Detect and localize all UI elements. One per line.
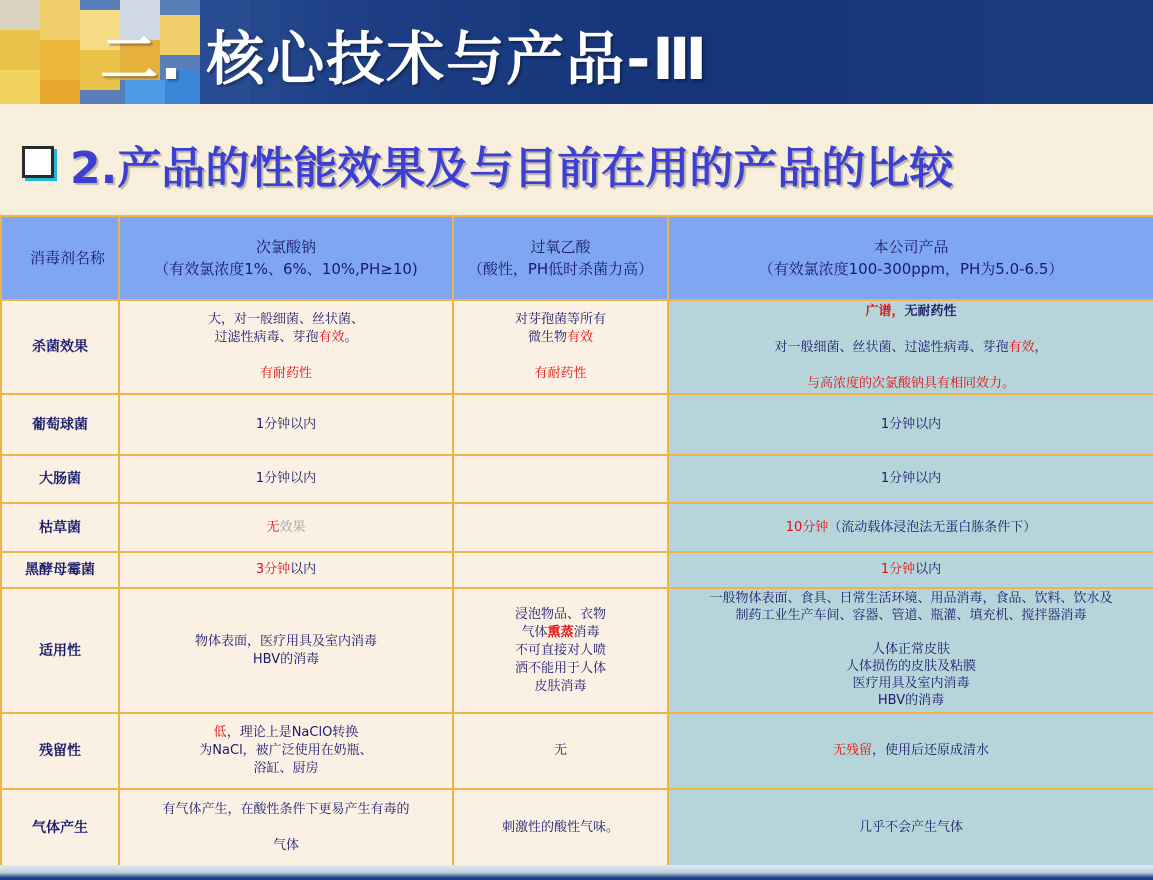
cell-text-part: ，理论上是NaClO转换 <box>226 725 359 740</box>
cell-col3: 1分钟以内 <box>668 394 1153 455</box>
cell-col3 <box>668 503 1153 552</box>
cell-text-highlight: 无 <box>266 519 280 535</box>
cell-text: 一般物体表面、食具、日常生活环境、用品消毒，食品、饮料、饮水及 <box>709 591 1113 606</box>
header-sodium-hypochlorite <box>119 216 453 300</box>
cell-text <box>675 339 1147 357</box>
cell-text <box>126 724 446 742</box>
cell-text-highlight: 与高浓度的次氯酸钠具有相同效力。 <box>806 376 1015 391</box>
table-row <box>1 552 1153 588</box>
table-row <box>1 300 1153 394</box>
spacer <box>460 347 661 365</box>
cell-text <box>126 329 446 347</box>
table-row <box>1 789 1153 867</box>
cell-text-part: 以内 <box>290 562 317 577</box>
table-row <box>1 503 1153 552</box>
cell-text-highlight: 有效 <box>567 330 594 345</box>
cell-text-highlight: 广谱， <box>865 304 905 319</box>
row-label: 黑酵母霉菌 <box>1 552 119 588</box>
cell-text-part: 以内 <box>915 562 942 577</box>
cell-text-part: 消毒 <box>573 624 600 640</box>
table-row <box>1 394 1153 455</box>
cell-col3 <box>668 588 1153 713</box>
cell-text: 气体 <box>272 838 299 853</box>
page-title: 二. 核心技术与产品-Ⅲ <box>100 25 710 93</box>
cell-col1 <box>119 789 453 867</box>
row-label: 残留性 <box>1 713 119 789</box>
cell-text: 物体表面，医疗用具及室内消毒 <box>194 633 377 649</box>
cell-text-part: 微生物 <box>527 330 567 345</box>
header-col3-sub: （有效氯浓度100-300ppm，PH为5.0-6.5） <box>758 260 1064 278</box>
subtitle-row <box>0 104 1153 214</box>
cell-text <box>460 329 661 347</box>
table-row <box>1 713 1153 789</box>
row-label: 葡萄球菌 <box>1 394 119 455</box>
header-col3-title: 本公司产品 <box>873 238 949 256</box>
cell-col1 <box>119 300 453 394</box>
cell-text-highlight: 熏蒸 <box>547 624 574 640</box>
cell-text-part: 过滤性病毒、芽孢 <box>214 330 319 345</box>
cell-text: 大，对一般细菌、丝状菌、 <box>207 312 364 327</box>
cell-col2: 刺激性的酸性气味。 <box>453 789 668 867</box>
cell-text: HBV的消毒 <box>877 693 945 708</box>
cell-col3 <box>668 713 1153 789</box>
row-label: 适用性 <box>1 588 119 713</box>
cell-col2 <box>453 394 668 455</box>
header-col2-title: 过氧乙酸 <box>530 238 591 256</box>
cell-col2 <box>453 503 668 552</box>
cell-col2: 无 <box>453 713 668 789</box>
cell-text: 医疗用具及室内消毒 <box>852 676 970 691</box>
cell-col3: 1分钟以内 <box>668 455 1153 503</box>
header-col1-sub: （有效氯浓度1%、6%、10%,PH≥10) <box>154 260 418 278</box>
cell-text: 洒不能用于人体 <box>514 660 606 676</box>
spacer <box>126 819 446 837</box>
cell-text: 为NaCl，被广泛使用在奶瓶、 <box>199 743 373 758</box>
cell-text-part: 无耐药性 <box>904 304 957 319</box>
spacer <box>126 347 446 365</box>
cell-text-part: 。 <box>344 330 358 345</box>
title-banner <box>0 0 1153 104</box>
cell-text-highlight: 有效 <box>1008 340 1035 355</box>
comparison-table-wrapper <box>0 215 1153 865</box>
cell-text: 皮肤消毒 <box>534 678 587 694</box>
row-label: 杀菌效果 <box>1 300 119 394</box>
cell-text-part: ， <box>1034 340 1048 355</box>
cell-text-part: ，使用后还原成清水 <box>872 743 990 758</box>
spacer <box>675 321 1147 339</box>
row-label: 枯草菌 <box>1 503 119 552</box>
cell-text-part: 效果 <box>279 519 306 535</box>
cell-text-highlight: 3分钟 <box>255 562 291 577</box>
table-row <box>1 588 1153 713</box>
cell-text-highlight: 1分钟 <box>880 562 916 577</box>
cell-col3 <box>668 300 1153 394</box>
header-peracetic-acid <box>453 216 668 300</box>
cell-text <box>460 624 661 642</box>
header-col1-title: 次氯酸钠 <box>255 238 316 256</box>
cell-text-highlight: 10分钟 <box>785 519 829 535</box>
cell-text-highlight: 有耐药性 <box>534 366 587 381</box>
cell-text: 浴缸、厨房 <box>253 761 319 776</box>
row-label: 气体产生 <box>1 789 119 867</box>
cell-col1 <box>119 588 453 713</box>
bottom-bar <box>0 865 1153 880</box>
cell-col3: 几乎不会产生气体 <box>668 789 1153 867</box>
cell-text-part: （流动载体浸泡法无蛋白胨条件下） <box>828 519 1037 535</box>
section-subtitle: 2.产品的性能效果及与目前在用的产品的比较 <box>70 143 954 194</box>
comparison-table <box>0 215 1153 868</box>
cell-text <box>675 303 1147 321</box>
cell-col1 <box>119 503 453 552</box>
header-col2-sub: （酸性，PH低时杀菌力高） <box>467 260 654 278</box>
cell-col2 <box>453 552 668 588</box>
cell-text: HBV的消毒 <box>252 651 320 667</box>
cell-col3 <box>668 552 1153 588</box>
cell-text: 制药工业生产车间、容器、管道、瓶灌、填充机、搅拌器消毒 <box>735 608 1087 623</box>
cell-col2 <box>453 300 668 394</box>
spacer <box>675 357 1147 375</box>
table-row <box>1 455 1153 503</box>
cell-col2 <box>453 455 668 503</box>
cell-col1: 1分钟以内 <box>119 455 453 503</box>
cell-text: 人体损伤的皮肤及粘膜 <box>845 659 976 674</box>
cell-text: 浸泡物品、衣物 <box>514 606 606 622</box>
cell-text: 人体正常皮肤 <box>871 642 950 657</box>
cell-text-highlight: 低 <box>213 725 227 740</box>
cell-text-part: 气体 <box>521 624 548 640</box>
cell-text-part: 对一般细菌、丝状菌、过滤性病毒、芽孢 <box>774 340 1009 355</box>
table-header-row <box>1 216 1153 300</box>
cell-text: 有气体产生，在酸性条件下更易产生有毒的 <box>162 802 410 817</box>
cell-col1: 1分钟以内 <box>119 394 453 455</box>
cell-text: 不可直接对人喷 <box>514 642 606 658</box>
checkbox-bullet-icon <box>22 146 54 178</box>
cell-text-highlight: 有耐药性 <box>259 366 312 381</box>
cell-text-highlight: 有效 <box>318 330 345 345</box>
cell-text: 对芽孢菌等所有 <box>514 312 606 327</box>
cell-text-highlight: 无残留 <box>832 743 872 758</box>
header-name: 消毒剂名称 <box>1 216 119 300</box>
header-our-product <box>668 216 1153 300</box>
cell-col2 <box>453 588 668 713</box>
cell-col1 <box>119 552 453 588</box>
spacer <box>675 624 1147 641</box>
row-label: 大肠菌 <box>1 455 119 503</box>
cell-col1 <box>119 713 453 789</box>
